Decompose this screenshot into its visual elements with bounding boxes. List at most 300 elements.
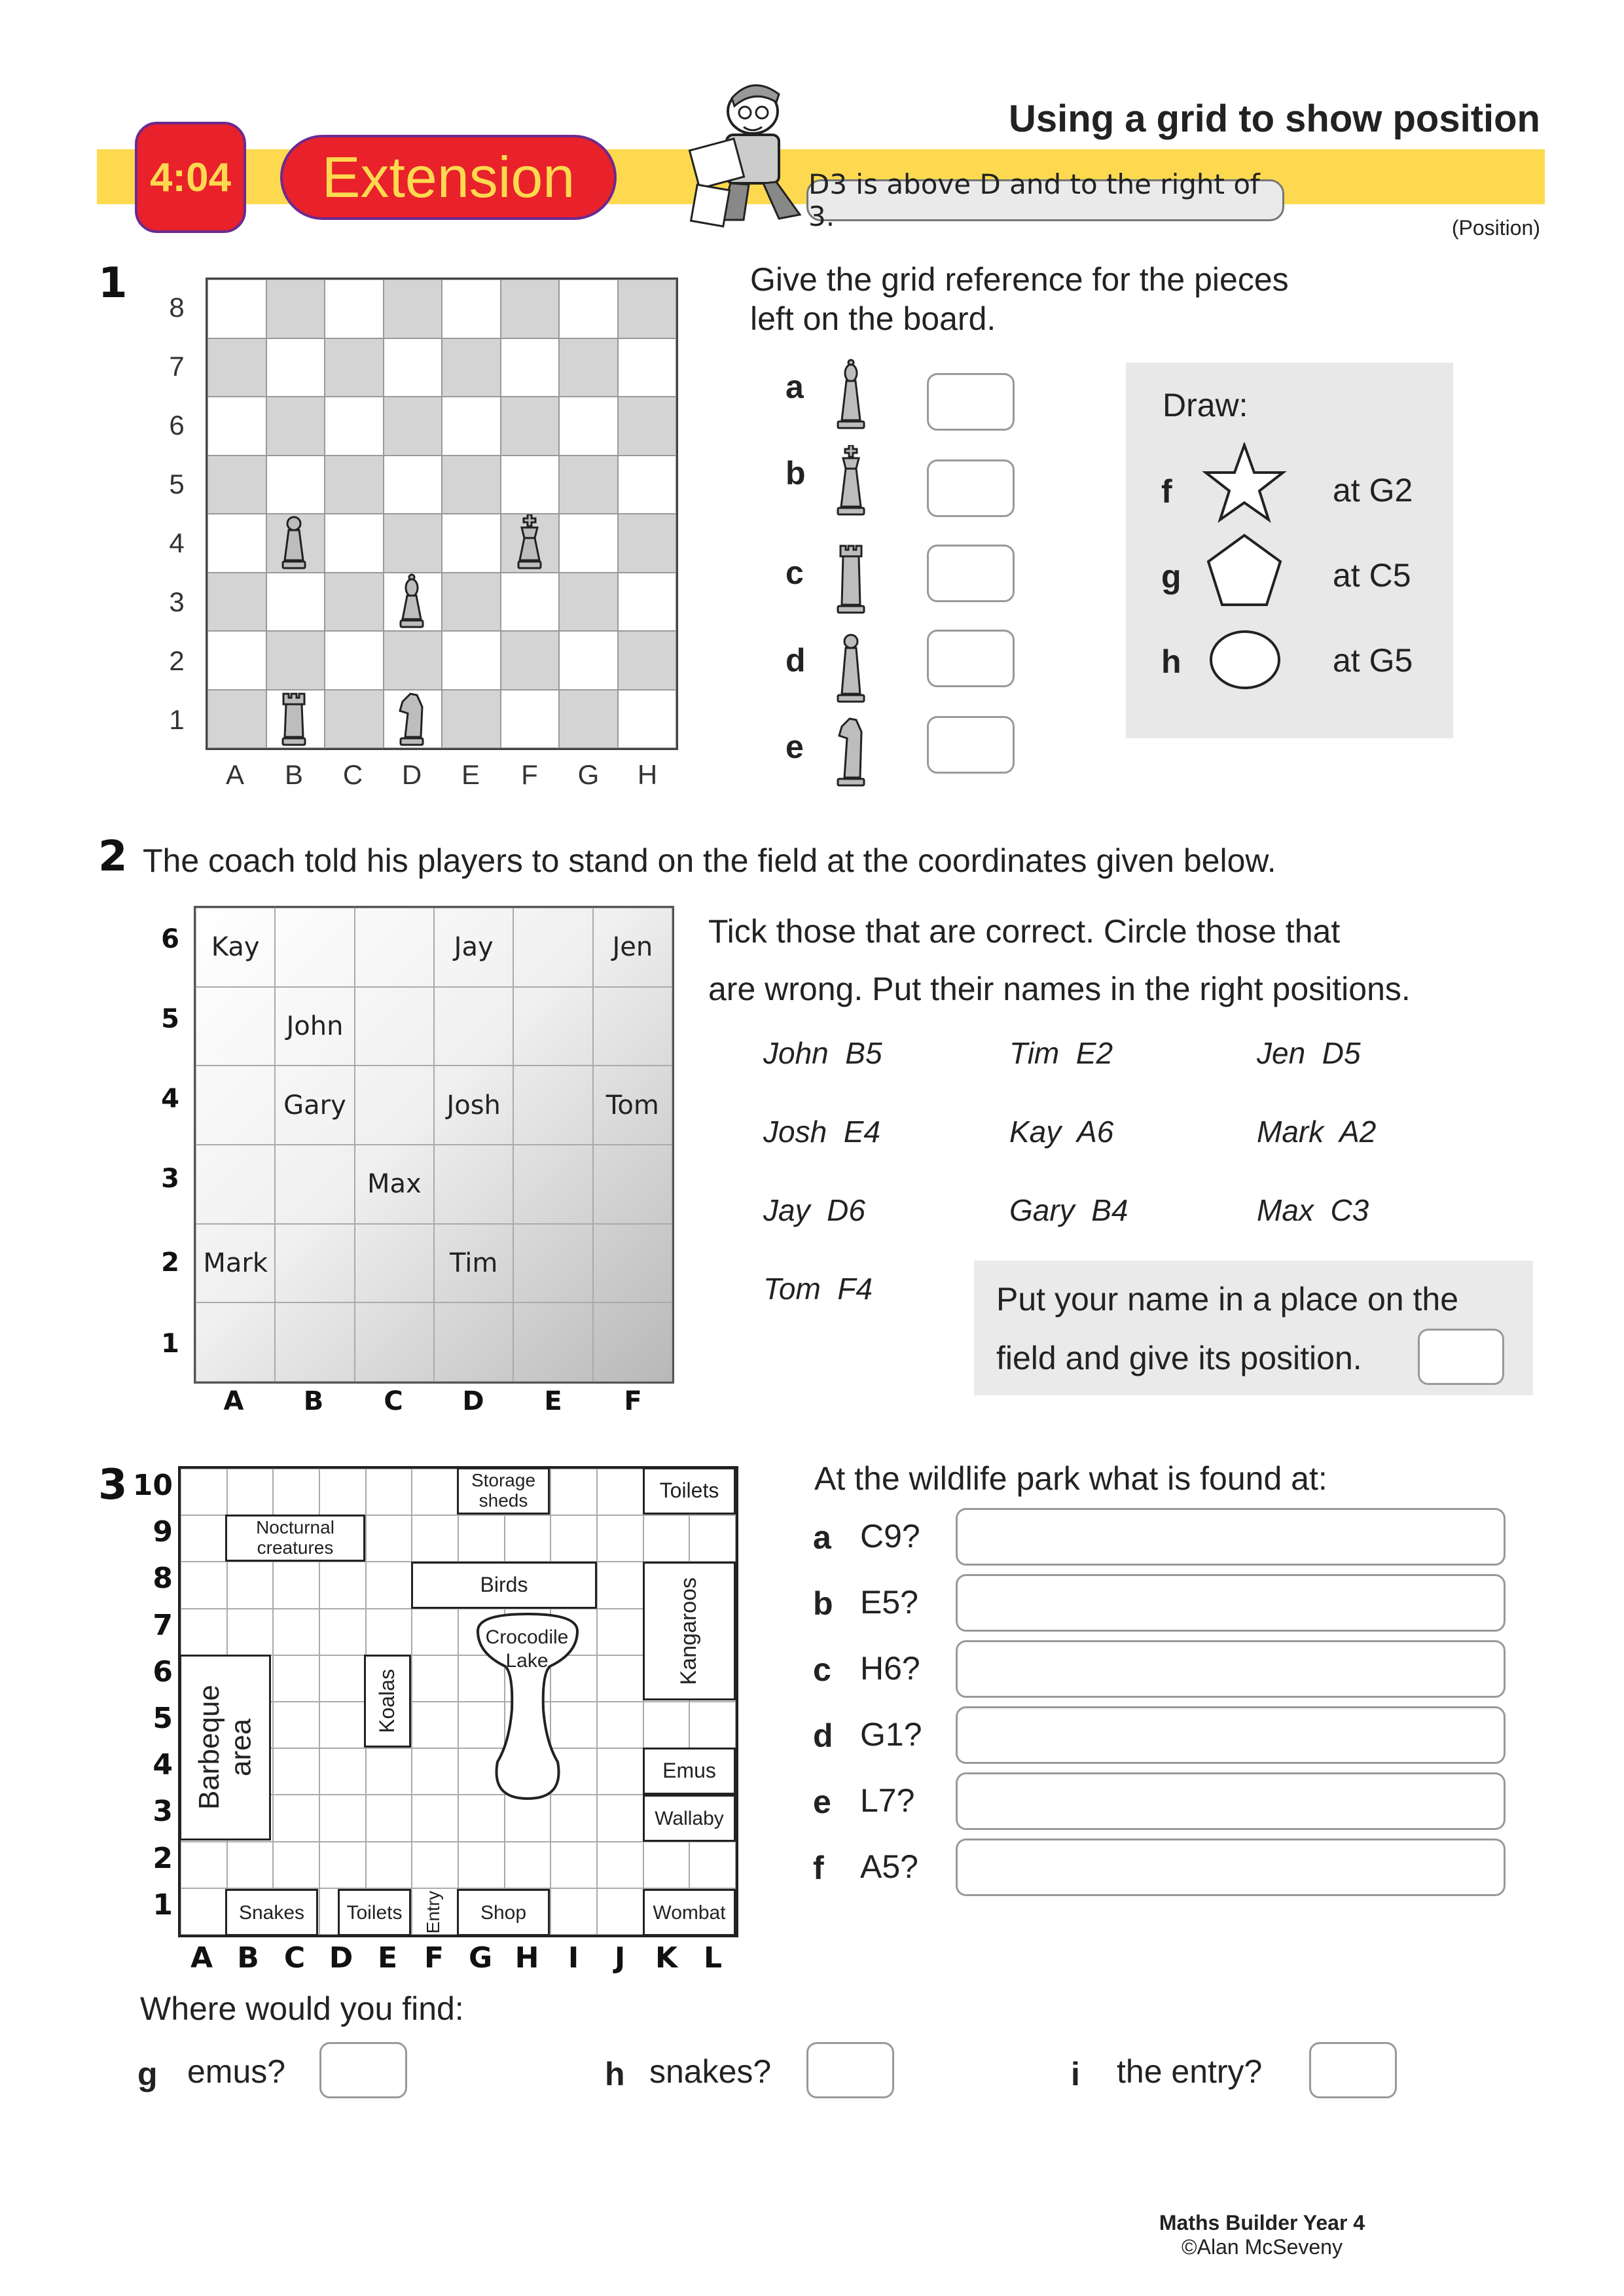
map-col-label: F (424, 1941, 444, 1975)
map-cell (505, 1795, 551, 1841)
map-row-label: 1 (153, 1888, 173, 1922)
chess-square (325, 397, 384, 456)
map-kangaroos (643, 1562, 736, 1700)
map-nocturnal-creatures: Nocturnal creatures (225, 1515, 365, 1562)
map-cell (227, 1562, 274, 1608)
player-claim: Max C3 (1257, 1193, 1369, 1227)
answer-box-d[interactable] (927, 630, 1015, 687)
chess-square (325, 631, 384, 690)
chess-square (618, 456, 677, 514)
map-emus: Emus (643, 1748, 736, 1795)
chess-square (208, 456, 266, 514)
chess-square (325, 514, 384, 573)
map-cell (458, 1842, 505, 1888)
map-cell (319, 1655, 366, 1702)
q3-item-ref: A5? (860, 1848, 918, 1885)
footer-copyright: ©Alan McSeveny (1182, 2235, 1343, 2259)
chess-square (208, 279, 266, 338)
field-cell (355, 1224, 434, 1303)
chess-square (442, 338, 501, 397)
map-cell (181, 1515, 227, 1562)
map-cell (412, 1469, 458, 1515)
map-cell (319, 1795, 366, 1841)
map-cell (412, 1702, 458, 1748)
q3-item-ref: G1? (860, 1716, 922, 1753)
field-col-label: E (544, 1386, 562, 1416)
koalas-label: Koalas (375, 1669, 399, 1733)
q2-prompt: The coach told his players to stand on the field at the coordinates given below. (143, 842, 1276, 879)
where-label-g: g (137, 2056, 158, 2092)
field-col-label: D (462, 1386, 484, 1416)
item-label: b (785, 455, 806, 492)
q3-answer-box[interactable] (956, 1706, 1506, 1764)
player-claim: Mark A2 (1257, 1115, 1377, 1149)
map-col-label: E (377, 1941, 398, 1975)
chess-square (208, 514, 266, 573)
field-cell (196, 987, 275, 1066)
map-cell (643, 1515, 690, 1562)
item-label: c (785, 554, 804, 591)
map-cell (366, 1562, 412, 1608)
mascot-illustration (681, 72, 812, 229)
q1-prompt-line2: left on the board. (750, 300, 996, 337)
chess-square (325, 690, 384, 749)
chess-square (618, 338, 677, 397)
map-col-label: I (568, 1941, 579, 1975)
chess-col-label: B (284, 759, 303, 790)
player-claim: Jay D6 (763, 1193, 865, 1227)
chess-square (501, 397, 560, 456)
q3-answer-box[interactable] (956, 1640, 1506, 1698)
field-cell (196, 1066, 275, 1145)
map-toilets-top: Toilets (643, 1467, 736, 1515)
q3-answer-box[interactable] (956, 1839, 1506, 1896)
chess-square (618, 631, 677, 690)
map-row-label: 9 (153, 1515, 173, 1549)
answer-box-e[interactable] (927, 716, 1015, 774)
where-answer-box-i[interactable] (1309, 2042, 1397, 2098)
chess-square (442, 690, 501, 749)
where-answer-box-h[interactable] (806, 2042, 894, 2098)
map-cell (319, 1562, 366, 1608)
your-name-answer-box[interactable] (1418, 1329, 1504, 1385)
field-player: Tom (593, 1066, 672, 1145)
field-cell (434, 1302, 513, 1382)
map-cell (550, 1469, 597, 1515)
map-koalas (364, 1655, 411, 1748)
field-cell (275, 1224, 354, 1303)
chess-square (501, 573, 560, 632)
map-cell (597, 1515, 643, 1562)
chess-square (384, 397, 442, 456)
chess-square (559, 397, 618, 456)
map-cell (412, 1748, 458, 1795)
field-cell (593, 1302, 672, 1382)
map-col-label: G (468, 1941, 493, 1975)
barbeque-label: Barbeque area (192, 1685, 257, 1810)
bishop-icon (833, 359, 869, 434)
chess-square (325, 279, 384, 338)
map-wombat: Wombat (643, 1889, 736, 1936)
field-cell (593, 1224, 672, 1303)
map-col-label: A (190, 1941, 213, 1975)
map-storage-sheds: Storage sheds (457, 1467, 550, 1515)
chess-square (266, 397, 325, 456)
chess-square (325, 573, 384, 632)
chess-square (384, 631, 442, 690)
chess-square (501, 690, 560, 749)
board-bishop-icon (395, 573, 428, 633)
map-cell (412, 1609, 458, 1655)
field-player: Gary (275, 1066, 354, 1145)
topic-tag: (Position) (1451, 216, 1540, 240)
map-cell (181, 1842, 227, 1888)
draw-at-f: at G2 (1333, 472, 1413, 509)
map-snakes: Snakes (225, 1889, 318, 1936)
map-cell (181, 1609, 227, 1655)
map-cell (227, 1842, 274, 1888)
field-player: Jay (434, 908, 513, 987)
map-cell (366, 1748, 412, 1795)
player-claim: John B5 (763, 1036, 882, 1070)
map-cell (366, 1469, 412, 1515)
q3-item-label: b (813, 1585, 833, 1622)
q3-answer-box[interactable] (956, 1574, 1506, 1632)
chess-row-label: 4 (169, 528, 185, 558)
field-cell (355, 1066, 434, 1145)
map-cell (597, 1655, 643, 1702)
chess-col-label: F (521, 759, 538, 790)
chess-board (206, 278, 678, 750)
field-row-label: 6 (161, 924, 179, 954)
player-claim: Josh E4 (763, 1115, 880, 1149)
chess-square (208, 397, 266, 456)
map-cell (550, 1888, 597, 1935)
map-cell (643, 1702, 690, 1748)
map-cell (366, 1609, 412, 1655)
your-name-line2: field and give its position. (996, 1340, 1362, 1376)
chess-square (501, 456, 560, 514)
board-king-icon (513, 514, 546, 574)
chess-square (559, 631, 618, 690)
q2-instruction-line1: Tick those that are correct. Circle those that (708, 913, 1341, 950)
map-cell (597, 1469, 643, 1515)
chess-row-label: 1 (169, 704, 185, 735)
map-toilets-bottom: Toilets (338, 1889, 411, 1936)
map-cell (458, 1795, 505, 1841)
field-cell (434, 987, 513, 1066)
map-row-label: 7 (153, 1608, 173, 1642)
q3-item-label: c (813, 1651, 831, 1688)
draw-label-f: f (1161, 473, 1172, 510)
map-cell (319, 1609, 366, 1655)
field-row-label: 1 (161, 1329, 179, 1359)
map-shop: Shop (457, 1889, 550, 1936)
chess-square (266, 456, 325, 514)
chess-square (208, 573, 266, 632)
q3-answer-box[interactable] (956, 1508, 1506, 1566)
q1-prompt-line1: Give the grid reference for the pieces (750, 261, 1289, 298)
field-cell (355, 908, 434, 987)
chess-square (325, 338, 384, 397)
chess-col-label: A (225, 759, 244, 790)
field-cell (593, 1145, 672, 1224)
field-cell (593, 987, 672, 1066)
map-cell (319, 1748, 366, 1795)
chess-square (442, 456, 501, 514)
answer-box-c[interactable] (927, 545, 1015, 602)
q3-item-label: d (813, 1717, 833, 1754)
chess-square (618, 573, 677, 632)
your-name-line1: Put your name in a place on the (996, 1281, 1459, 1318)
chess-square (618, 279, 677, 338)
chess-square (501, 279, 560, 338)
player-claim: Tom F4 (763, 1272, 873, 1306)
map-cell (597, 1888, 643, 1935)
kangaroos-label: Kangaroos (676, 1577, 702, 1685)
map-cell (319, 1469, 366, 1515)
map-cell (273, 1748, 319, 1795)
chess-square (384, 456, 442, 514)
chess-square (442, 631, 501, 690)
map-col-label: J (614, 1941, 626, 1975)
map-entry (420, 1889, 446, 1936)
chess-row-label: 5 (169, 469, 185, 499)
q3-prompt: At the wildlife park what is found at: (814, 1460, 1327, 1497)
field-cell (196, 1145, 275, 1224)
field-cell (275, 1145, 354, 1224)
draw-title: Draw: (1163, 387, 1248, 423)
chess-row-label: 8 (169, 292, 185, 323)
item-label: a (785, 368, 804, 405)
map-barbeque-area (179, 1655, 271, 1840)
map-cell (550, 1842, 597, 1888)
where-prompt: Where would you find: (140, 1990, 464, 2027)
map-cell (366, 1842, 412, 1888)
q2-instruction-line2: are wrong. Put their names in the right positions. (708, 971, 1411, 1007)
map-col-label: B (237, 1941, 259, 1975)
map-cell (412, 1655, 458, 1702)
map-cell (505, 1515, 551, 1562)
chess-col-label: G (577, 759, 600, 790)
chess-square (442, 514, 501, 573)
chess-square (501, 631, 560, 690)
chess-square (266, 573, 325, 632)
question-3-number: 3 (98, 1461, 128, 1509)
chess-square (384, 514, 442, 573)
chess-square (208, 631, 266, 690)
chess-square (559, 456, 618, 514)
field-player: Mark (196, 1224, 275, 1303)
chess-square (559, 279, 618, 338)
chess-col-label: D (401, 759, 422, 790)
map-row-label: 4 (153, 1748, 173, 1782)
field-cell (513, 908, 592, 987)
map-cell (597, 1842, 643, 1888)
chess-row-label: 2 (169, 645, 185, 676)
chess-row-label: 7 (169, 351, 185, 382)
map-row-label: 3 (153, 1795, 173, 1829)
map-cell (689, 1842, 736, 1888)
answer-box-b[interactable] (927, 459, 1015, 517)
map-cell (273, 1702, 319, 1748)
footer (1144, 2211, 1380, 2259)
map-cell (597, 1748, 643, 1795)
field-player: Tim (434, 1224, 513, 1303)
board-rook-icon (278, 691, 310, 751)
map-cell (597, 1795, 643, 1841)
draw-at-g: at C5 (1333, 557, 1411, 594)
field-cell (275, 908, 354, 987)
field-col-label: A (223, 1386, 244, 1416)
footer-book: Maths Builder Year 4 (1159, 2211, 1365, 2234)
pawn-icon (833, 632, 869, 708)
player-claim: Gary B4 (1009, 1193, 1128, 1227)
chess-col-label: C (342, 759, 363, 790)
draw-label-g: g (1161, 558, 1182, 595)
field-cell (513, 1224, 592, 1303)
draw-label-h: h (1161, 643, 1182, 680)
chess-square (559, 690, 618, 749)
chess-square (266, 279, 325, 338)
map-cell (181, 1888, 227, 1935)
map-wallaby: Wallaby (643, 1795, 736, 1842)
lesson-number-badge: 4:04 (135, 122, 246, 233)
q3-item-label: f (813, 1850, 824, 1886)
where-text-i: the entry? (1117, 2053, 1263, 2090)
pentagon-icon (1206, 533, 1283, 609)
star-icon (1202, 442, 1287, 525)
field-col-label: F (624, 1386, 642, 1416)
where-answer-box-g[interactable] (319, 2042, 407, 2098)
chess-square (325, 456, 384, 514)
chess-square (501, 338, 560, 397)
question-2-number: 2 (98, 833, 128, 881)
field-cell (513, 1066, 592, 1145)
map-cell (273, 1655, 319, 1702)
field-player: Josh (434, 1066, 513, 1145)
chess-square (384, 279, 442, 338)
field-cell (355, 987, 434, 1066)
question-1-number: 1 (98, 259, 128, 308)
map-cell (597, 1609, 643, 1655)
chess-col-label: E (461, 759, 480, 790)
map-row-label: 2 (153, 1841, 173, 1875)
map-cell (273, 1842, 319, 1888)
map-cell (550, 1795, 597, 1841)
map-cell (597, 1702, 643, 1748)
chess-square (442, 397, 501, 456)
knight-icon (833, 716, 869, 791)
oval-icon (1208, 628, 1282, 691)
map-cell (643, 1842, 690, 1888)
map-cell (412, 1842, 458, 1888)
chess-square (442, 573, 501, 632)
rook-icon (833, 543, 869, 619)
map-cell (273, 1795, 319, 1841)
chess-square (559, 514, 618, 573)
map-row-label: 8 (153, 1562, 173, 1596)
map-cell (181, 1562, 227, 1608)
map-row-label: 5 (153, 1702, 173, 1735)
map-col-label: K (655, 1941, 678, 1975)
map-cell (505, 1842, 551, 1888)
item-label: d (785, 642, 806, 679)
map-row-label: 10 (132, 1469, 173, 1502)
field-row-label: 2 (161, 1247, 179, 1278)
where-label-h: h (605, 2056, 625, 2092)
where-text-h: snakes? (649, 2053, 772, 2090)
chess-square (559, 338, 618, 397)
q3-item-ref: C9? (860, 1518, 920, 1554)
field-row-label: 5 (161, 1004, 179, 1034)
chess-square (266, 631, 325, 690)
extension-badge: Extension (280, 135, 617, 220)
chess-square (618, 514, 677, 573)
chess-square (208, 338, 266, 397)
player-claim: Tim E2 (1009, 1036, 1113, 1070)
map-cell (412, 1795, 458, 1841)
field-cell (275, 1302, 354, 1382)
chess-square (384, 338, 442, 397)
chess-square (442, 279, 501, 338)
map-cell (366, 1515, 412, 1562)
field-row-label: 4 (161, 1084, 179, 1114)
where-label-i: i (1071, 2056, 1080, 2092)
chess-square (208, 690, 266, 749)
map-col-label: L (703, 1941, 723, 1975)
answer-box-a[interactable] (927, 373, 1015, 431)
map-cell (550, 1515, 597, 1562)
map-cell (319, 1842, 366, 1888)
map-row-label: 6 (153, 1655, 173, 1689)
map-cell (273, 1609, 319, 1655)
chess-col-label: H (637, 759, 658, 790)
chess-square (618, 690, 677, 749)
field-cell (513, 987, 592, 1066)
player-claim: Jen D5 (1257, 1036, 1361, 1070)
chess-row-label: 6 (169, 410, 185, 440)
field-player: Max (355, 1145, 434, 1224)
field-cell (196, 1302, 275, 1382)
map-cell (689, 1515, 736, 1562)
map-cell (227, 1469, 274, 1515)
q3-item-label: e (813, 1784, 831, 1820)
sports-field-grid (194, 906, 674, 1384)
field-col-label: B (303, 1386, 324, 1416)
map-birds: Birds (411, 1562, 597, 1609)
map-cell (366, 1795, 412, 1841)
chess-square (266, 338, 325, 397)
map-cell (597, 1562, 643, 1608)
map-cell (689, 1702, 736, 1748)
field-cell (355, 1302, 434, 1382)
map-col-label: H (514, 1941, 539, 1975)
field-cell (513, 1145, 592, 1224)
q3-answer-box[interactable] (956, 1772, 1506, 1830)
item-label: e (785, 728, 804, 765)
chess-square (618, 397, 677, 456)
player-claim: Kay A6 (1009, 1115, 1114, 1149)
map-cell (458, 1515, 505, 1562)
entry-label: Entry (423, 1891, 443, 1934)
q3-item-ref: H6? (860, 1650, 920, 1687)
tip-pill: D3 is above D and to the right of 3. (806, 179, 1284, 221)
field-player: John (275, 987, 354, 1066)
q3-item-ref: L7? (860, 1782, 915, 1819)
field-player: Kay (196, 908, 275, 987)
q3-item-label: a (813, 1519, 831, 1556)
